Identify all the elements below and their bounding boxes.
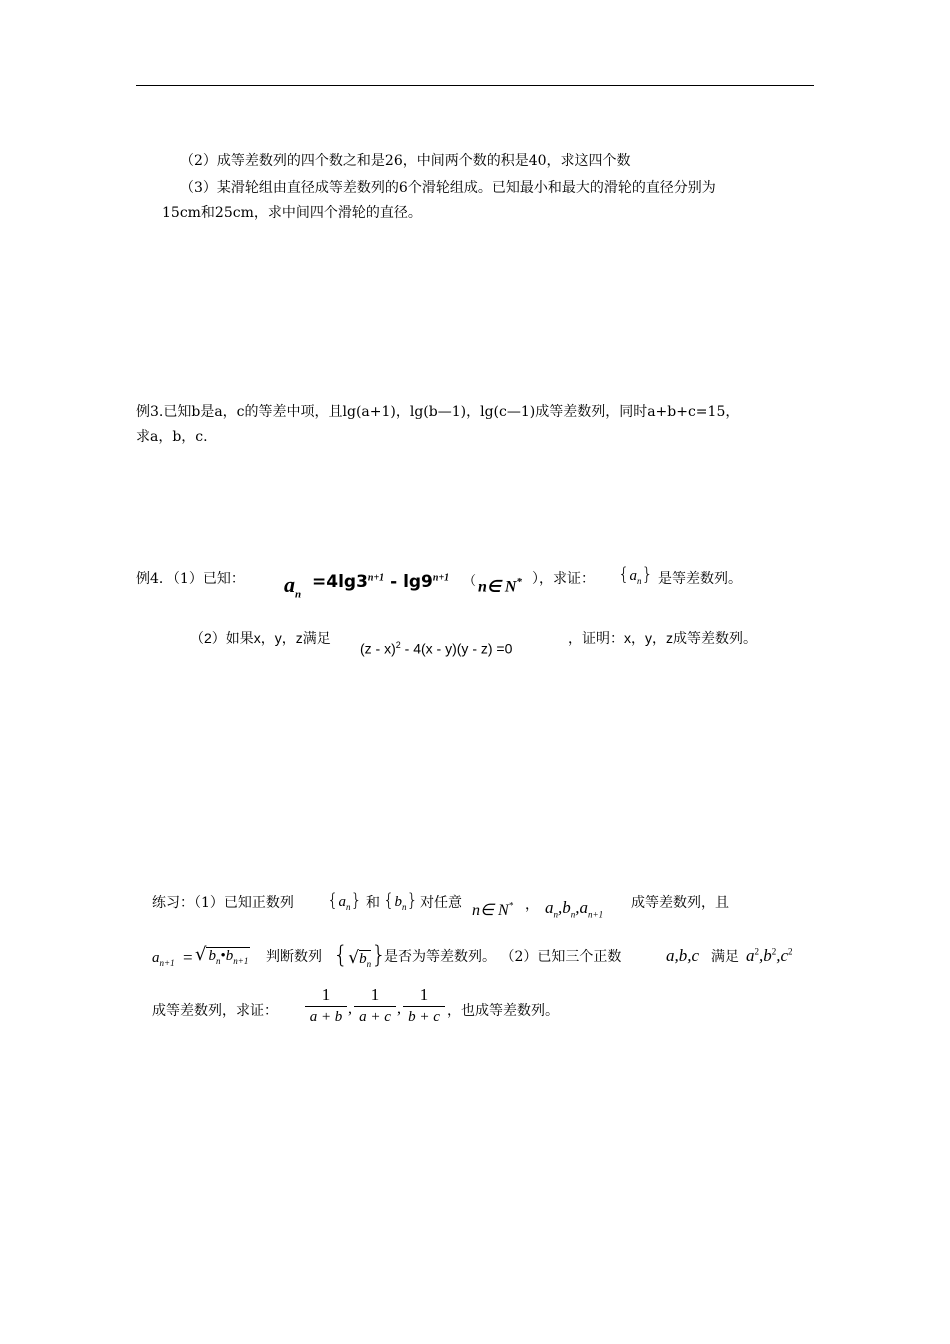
exercise-l2-mid: 是否为等差数列。 （2）已知三个正数 [384, 949, 622, 965]
squares: $a^2,b^2,c^2$ [746, 946, 793, 965]
condition-n: n∈ N* [472, 900, 514, 919]
equals: = [183, 948, 193, 967]
comma-1: , [348, 1000, 352, 1017]
exercise-l3-prefix: 成等差数列，求证： [152, 1003, 278, 1019]
sequence-an: $\{a_n\}$ [618, 564, 653, 586]
example-4-prefix: 例4．（1）已知： [136, 571, 245, 587]
and-text: 和 [366, 895, 380, 911]
sequence-bn: $\{b_n\}$ [383, 890, 418, 912]
fraction-3: 1 b + c [403, 985, 445, 1026]
formula-rhs: $=4\lg 3^{n+1} - \lg 9^{n+1}$ [312, 572, 450, 592]
formula-lhs: $a_n$ [284, 572, 302, 601]
sequence-triple: $a_n,b_n,a_{n+1}$ [545, 898, 604, 920]
comma-2: , [397, 1000, 401, 1017]
header-rule [136, 85, 814, 86]
example-3-line-2: 求a，b，c. [136, 429, 208, 445]
paren-close: ），求证： [532, 571, 595, 587]
satisfy-text: 满足 [711, 949, 739, 965]
exercise-l1-suffix: 成等差数列，且 [631, 895, 729, 911]
fraction-2: 1 a + c [354, 985, 396, 1026]
problem-2: （2）成等差数列的四个数之和是26，中间两个数的积是40，求这四个数 [180, 153, 631, 169]
condition-n: n∈ N* [478, 576, 522, 596]
part-2-suffix: ，证明：x，y，z成等差数列。 [568, 630, 757, 646]
example-3-line-1: 例3.已知b是a，c的等差中项，且lg(a+1)，lg(b—1)，lg(c—1)成等差数列，同时a+b+c=15， [136, 404, 740, 420]
comma: ， [525, 897, 539, 913]
exercise-l3-suffix: ，也成等差数列。 [447, 1003, 559, 1019]
part-2-prefix: （2）如果x，y，z满足 [190, 630, 331, 646]
abc: a,b,c [666, 946, 700, 965]
judge-text: 判断数列 [266, 949, 322, 965]
a-n-plus-1: $a_{n+1}$ [152, 950, 175, 968]
any-text: 对任意 [420, 895, 462, 911]
sqrt-expression: √ $b_n•b_{n+1}$ [195, 944, 249, 966]
problem-3-line-1: （3）某滑轮组由直径成等差数列的6个滑轮组成。已知最小和最大的滑轮的直径分别为 [180, 180, 716, 196]
part-2-equation: (z - x)$^2$ - 4(x - y)(y - z) =0 [360, 640, 513, 657]
problem-3-line-2: 15cm和25cm，求中间四个滑轮的直径。 [162, 205, 422, 221]
exercise-prefix: 练习：（1）已知正数列 [152, 895, 294, 911]
paren-open: （ [463, 574, 477, 589]
fraction-1: 1 a + b [305, 985, 347, 1026]
example-4-suffix: 是等差数列。 [658, 571, 742, 587]
sequence-an: $\{a_n\}$ [327, 890, 362, 912]
sequence-sqrt-bn: $\{√b_n\}$ [333, 941, 387, 969]
